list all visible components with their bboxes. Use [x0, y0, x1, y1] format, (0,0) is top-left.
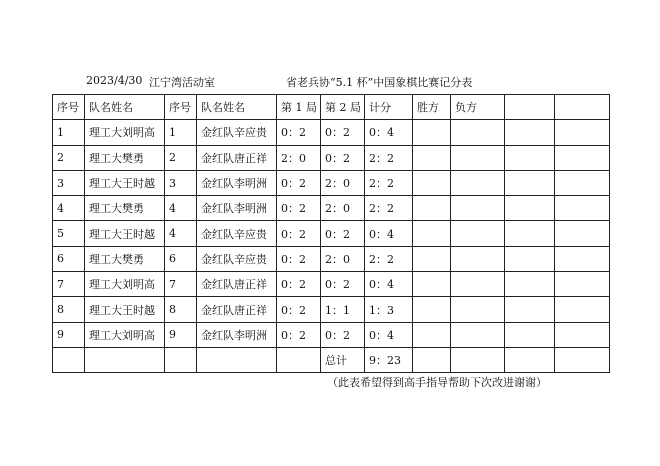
- cell-game-1: 0：2: [277, 170, 321, 195]
- score-table: [52, 94, 610, 373]
- cell-blank-1: [505, 145, 555, 170]
- cell-loser: [451, 120, 505, 145]
- col-header-winner: 胜方: [413, 95, 451, 120]
- cell-seq-a: 6: [53, 246, 85, 271]
- cell-name-a: 理工大王时越: [85, 221, 165, 246]
- cell-game-1: 2：0: [277, 145, 321, 170]
- cell-game-2: 0：2: [321, 145, 365, 170]
- col-header-loser: 负方: [451, 95, 505, 120]
- cell-seq-b: 3: [165, 170, 197, 195]
- table-row: [53, 322, 610, 347]
- cell-winner: [413, 145, 451, 170]
- total-value: 9：23: [365, 347, 413, 372]
- cell-game-1: 0：2: [277, 322, 321, 347]
- col-header-blank-1: [505, 95, 555, 120]
- cell-winner: [413, 297, 451, 322]
- cell-game-1: 0：2: [277, 120, 321, 145]
- cell-name-a: 理工大樊勇: [85, 196, 165, 221]
- cell-game-1: 0：2: [277, 297, 321, 322]
- cell-loser: [451, 272, 505, 297]
- cell-game-2: 0：2: [321, 120, 365, 145]
- cell-seq-a: 7: [53, 272, 85, 297]
- cell-seq-a: 1: [53, 120, 85, 145]
- col-header-score: 计分: [365, 95, 413, 120]
- cell-blank-2: [555, 145, 610, 170]
- cell-loser: [451, 246, 505, 271]
- cell-winner: [413, 120, 451, 145]
- cell-seq-b: 2: [165, 145, 197, 170]
- table-cell: [451, 347, 505, 372]
- cell-seq-b: 7: [165, 272, 197, 297]
- cell-blank-1: [505, 196, 555, 221]
- cell-score: 0：4: [365, 120, 413, 145]
- total-row: [53, 347, 610, 372]
- col-header-name-a: 队名姓名: [85, 95, 165, 120]
- table-cell: [277, 347, 321, 372]
- cell-score: 1：3: [365, 297, 413, 322]
- cell-blank-2: [555, 272, 610, 297]
- cell-score: 0：4: [365, 272, 413, 297]
- table-cell: [197, 347, 277, 372]
- cell-seq-a: 2: [53, 145, 85, 170]
- cell-score: 2：2: [365, 145, 413, 170]
- cell-winner: [413, 246, 451, 271]
- cell-name-a: 理工大樊勇: [85, 246, 165, 271]
- cell-seq-a: 9: [53, 322, 85, 347]
- cell-name-b: 金红队唐正祥: [197, 272, 277, 297]
- cell-blank-1: [505, 322, 555, 347]
- cell-blank-1: [505, 120, 555, 145]
- cell-score: 2：2: [365, 196, 413, 221]
- table-cell: [165, 347, 197, 372]
- table-cell: [413, 347, 451, 372]
- cell-blank-2: [555, 170, 610, 195]
- col-header-blank-2: [555, 95, 610, 120]
- cell-game-2: 2：0: [321, 196, 365, 221]
- cell-name-b: 金红队唐正祥: [197, 297, 277, 322]
- cell-blank-2: [555, 322, 610, 347]
- table-cell: [505, 347, 555, 372]
- col-header-name-b: 队名姓名: [197, 95, 277, 120]
- cell-blank-2: [555, 221, 610, 246]
- cell-winner: [413, 322, 451, 347]
- cell-blank-1: [505, 272, 555, 297]
- cell-name-b: 金红队唐正祥: [197, 145, 277, 170]
- cell-loser: [451, 322, 505, 347]
- cell-blank-1: [505, 170, 555, 195]
- cell-loser: [451, 221, 505, 246]
- cell-seq-b: 9: [165, 322, 197, 347]
- cell-game-2: 0：2: [321, 322, 365, 347]
- cell-name-b: 金红队辛应贵: [197, 120, 277, 145]
- table-row: [53, 170, 610, 195]
- cell-name-a: 理工大王时越: [85, 170, 165, 195]
- col-header-seq-a: 序号: [53, 95, 85, 120]
- cell-blank-2: [555, 297, 610, 322]
- cell-loser: [451, 145, 505, 170]
- cell-seq-b: 6: [165, 246, 197, 271]
- document-header: [0, 74, 660, 92]
- cell-seq-b: 1: [165, 120, 197, 145]
- cell-game-2: 0：2: [321, 221, 365, 246]
- cell-name-b: 金红队李明洲: [197, 170, 277, 195]
- cell-blank-2: [555, 120, 610, 145]
- cell-seq-b: 4: [165, 221, 197, 246]
- cell-name-b: 金红队辛应贵: [197, 246, 277, 271]
- cell-score: 0：4: [365, 322, 413, 347]
- cell-blank-2: [555, 246, 610, 271]
- cell-game-1: 0：2: [277, 221, 321, 246]
- cell-game-2: 1：1: [321, 297, 365, 322]
- cell-seq-a: 3: [53, 170, 85, 195]
- col-header-game-2: 第 2 局: [321, 95, 365, 120]
- cell-name-a: 理工大樊勇: [85, 145, 165, 170]
- cell-game-2: 2：0: [321, 170, 365, 195]
- table-row: [53, 272, 610, 297]
- cell-game-2: 2：0: [321, 246, 365, 271]
- cell-blank-1: [505, 246, 555, 271]
- cell-loser: [451, 297, 505, 322]
- table-row: [53, 297, 610, 322]
- total-label: 总计: [321, 347, 365, 372]
- match-venue: 江宁湾活动室: [149, 76, 215, 89]
- footer-note: （此表希望得到高手指导帮助下次改进谢谢）: [327, 376, 547, 389]
- cell-seq-b: 8: [165, 297, 197, 322]
- cell-blank-1: [505, 297, 555, 322]
- document-title: 省老兵协“5.1 杯”中国象棋比赛记分表: [286, 76, 473, 89]
- cell-name-b: 金红队李明洲: [197, 322, 277, 347]
- cell-loser: [451, 170, 505, 195]
- cell-game-1: 0：2: [277, 272, 321, 297]
- cell-winner: [413, 170, 451, 195]
- cell-name-a: 理工大王时越: [85, 297, 165, 322]
- table-row: [53, 246, 610, 271]
- cell-game-1: 0：2: [277, 196, 321, 221]
- col-header-game-1: 第 1 局: [277, 95, 321, 120]
- table-row: [53, 196, 610, 221]
- cell-winner: [413, 272, 451, 297]
- cell-name-a: 理工大刘明高: [85, 120, 165, 145]
- cell-seq-a: 5: [53, 221, 85, 246]
- table-cell: [85, 347, 165, 372]
- cell-winner: [413, 196, 451, 221]
- table-row: [53, 145, 610, 170]
- cell-game-1: 0：2: [277, 246, 321, 271]
- cell-name-b: 金红队辛应贵: [197, 221, 277, 246]
- table-row: [53, 120, 610, 145]
- cell-seq-a: 4: [53, 196, 85, 221]
- col-header-seq-b: 序号: [165, 95, 197, 120]
- cell-winner: [413, 221, 451, 246]
- match-date: 2023/4/30: [86, 74, 143, 87]
- cell-score: 2：2: [365, 246, 413, 271]
- cell-blank-2: [555, 196, 610, 221]
- cell-seq-a: 8: [53, 297, 85, 322]
- cell-score: 2：2: [365, 170, 413, 195]
- table-row: [53, 221, 610, 246]
- cell-blank-1: [505, 221, 555, 246]
- table-cell: [53, 347, 85, 372]
- cell-name-b: 金红队李明洲: [197, 196, 277, 221]
- cell-game-2: 0：2: [321, 272, 365, 297]
- cell-seq-b: 4: [165, 196, 197, 221]
- table-cell: [555, 347, 610, 372]
- cell-name-a: 理工大刘明高: [85, 322, 165, 347]
- cell-score: 0：4: [365, 221, 413, 246]
- cell-loser: [451, 196, 505, 221]
- table-header-row: [53, 95, 610, 120]
- cell-name-a: 理工大刘明高: [85, 272, 165, 297]
